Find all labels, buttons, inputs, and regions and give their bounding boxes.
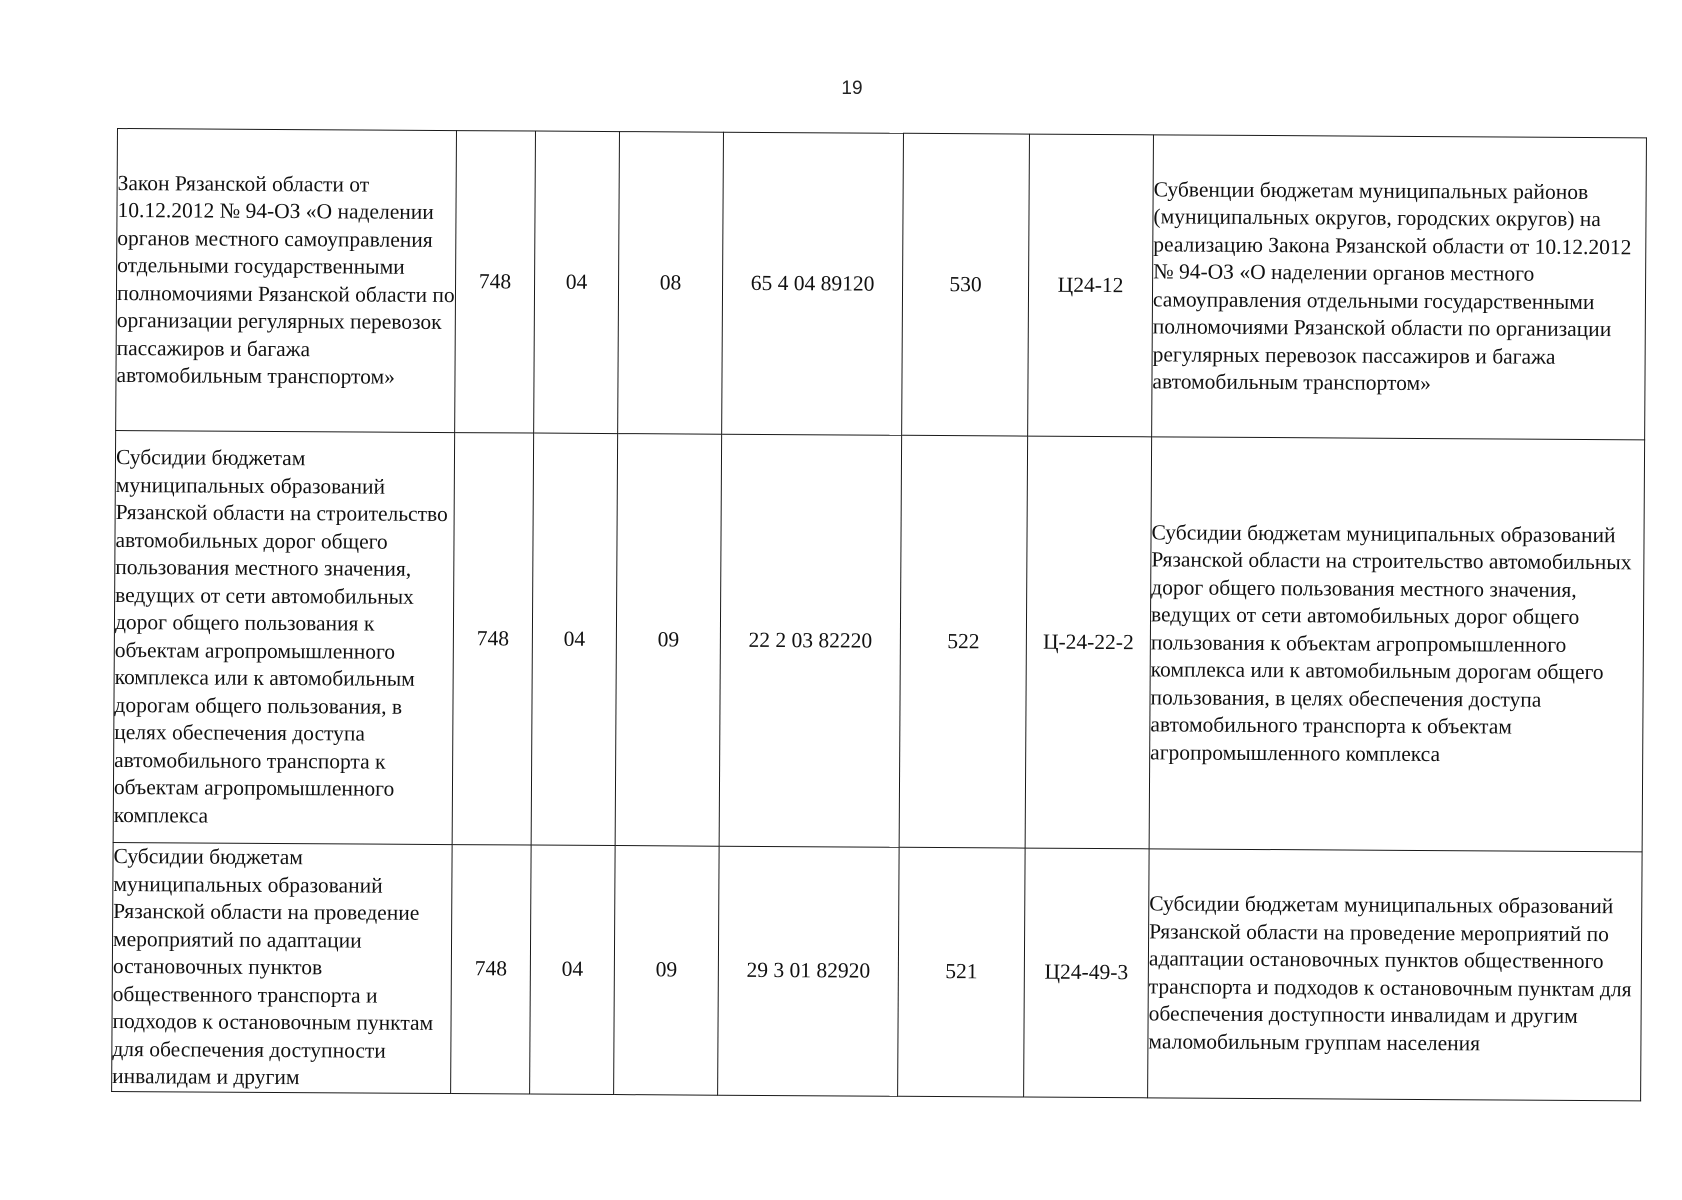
page-number: 19 xyxy=(841,78,863,99)
table-row xyxy=(112,842,1642,1100)
section-code-cell: 04 xyxy=(534,131,620,434)
admin-code-cell: 748 xyxy=(455,131,536,433)
expense-type-cell: 530 xyxy=(902,133,1030,436)
expense-type-cell: 521 xyxy=(898,847,1026,1096)
admin-code-cell: 748 xyxy=(451,845,532,1094)
row-description: Субсидии бюджетам муниципальных образований Рязанской области на строительство автомобильных дорог общего пользования местного значения, ведущих от сети автомобильных дорог общего пользования к объектам агропромышленного комплекса или к автомобильным дорогам общего пользования, в целях обеспечения доступа автомобильного транспорта к объектам агропромышленного комплекса xyxy=(113,430,455,844)
target-article-cell: 65 4 04 89120 xyxy=(722,132,904,435)
section-code-cell: 04 xyxy=(531,433,618,846)
target-article-cell: 22 2 03 82220 xyxy=(719,434,902,847)
section-code-cell: 04 xyxy=(530,845,616,1094)
table-row xyxy=(116,129,1647,440)
row-target-description: Субсидии бюджетам муниципальных образований Рязанской области на строительство автомобильных дорог общего пользования местного значения, ведущих от сети автомобильных дорог общего пользования к объектам агропромышленного комплекса или к автомобильным дорогам общего пользования, в целях обеспечения доступа автомобильного транспорта к объектам агропромышленного комплекса xyxy=(1149,437,1645,852)
subsection-code-cell: 09 xyxy=(614,846,720,1095)
purpose-code-cell: Ц24-12 xyxy=(1028,134,1154,437)
admin-code-cell: 748 xyxy=(452,433,534,845)
row-target-description: Субсидии бюджетам муниципальных образований Рязанской области на проведение мероприятий по адаптации остановочных пунктов общественного транспорта и подходов к остановочным пунктам для обеспечения доступности инвалидам и другим маломобильным группам населения xyxy=(1148,849,1643,1101)
row-description: Закон Рязанской области от 10.12.2012 № 94-ОЗ «О наделении органов местного самоуправления отдельными государственными полномочиями Рязанской области по организации регулярных перевозок пассажиров и багажа автомобильным транспортом» xyxy=(116,129,457,433)
purpose-code-cell: Ц24-49-3 xyxy=(1024,848,1150,1097)
subsection-code-cell: 08 xyxy=(618,132,724,435)
subsection-code-cell: 09 xyxy=(615,434,722,847)
budget-table xyxy=(111,128,1647,1101)
table-row xyxy=(113,430,1644,851)
expense-type-cell: 522 xyxy=(899,435,1028,848)
row-description: Субсидии бюджетам муниципальных образований Рязанской области на проведение мероприятий по адаптации остановочных пунктов общественного транспорта и подходов к остановочным пунктам для обеспечения доступности инвалидам и другим xyxy=(112,842,453,1093)
target-article-cell: 29 3 01 82920 xyxy=(718,846,900,1096)
purpose-code-cell: Ц-24-22-2 xyxy=(1025,436,1152,849)
row-target-description: Субвенции бюджетам муниципальных районов (муниципальных округов, городских округов) на реализацию Закона Рязанской области от 10.12.2012 № 94-ОЗ «О наделении органов местного самоуправления отдельными государственными полномочиями Рязанской области по организации регулярных перевозок пассажиров и багажа автомобильным транспортом» xyxy=(1152,135,1647,440)
